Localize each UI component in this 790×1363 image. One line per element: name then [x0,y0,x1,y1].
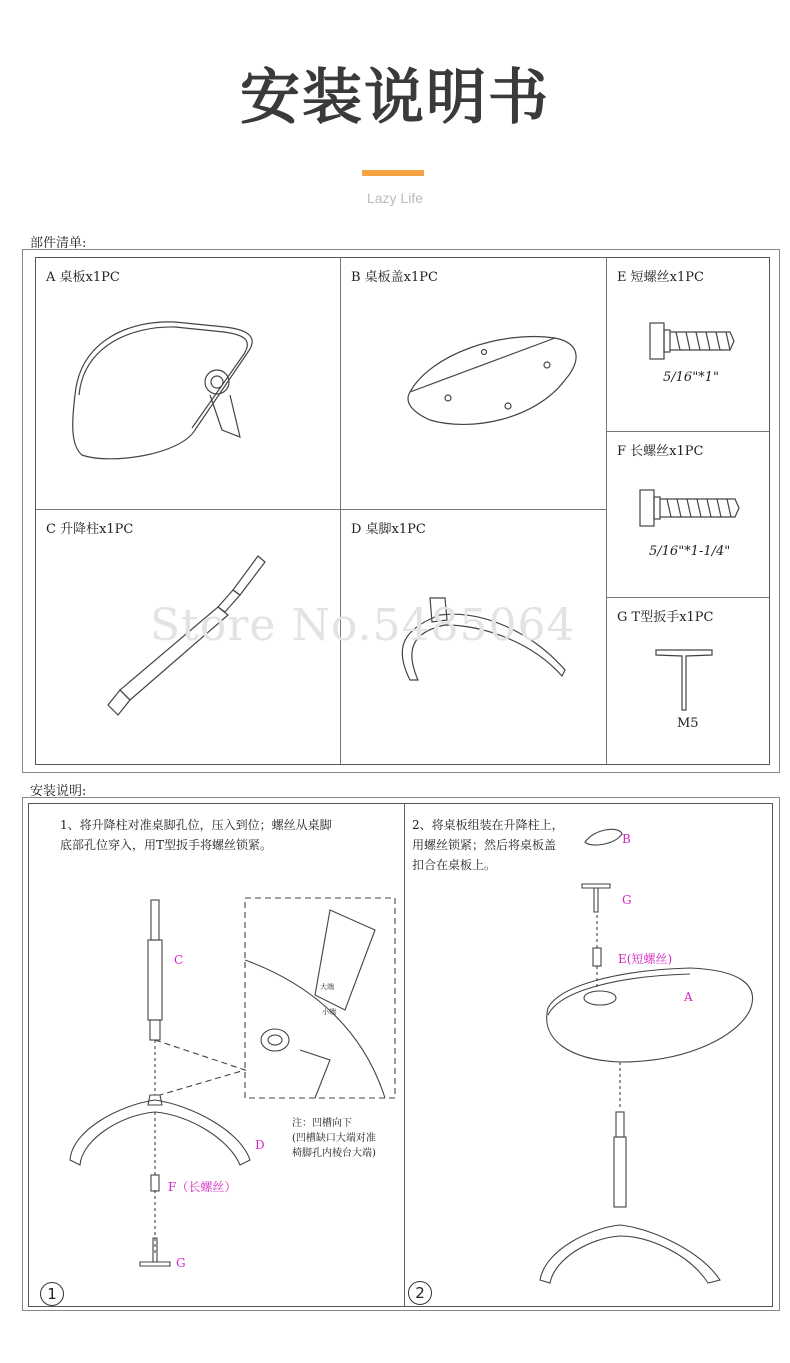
part-spec-f: 5/16"*1-1/4" [649,544,731,559]
step2-label-g: G [622,893,632,907]
step2-line2: 用螺丝锁紧；然后将桌板盖 [412,838,557,852]
part-spec-e: 5/16"*1" [663,370,719,385]
install-section-label: 安装说明: [30,784,87,799]
part-label-e: E 短螺丝x1PC [617,270,704,285]
step1-number: 1 [40,1282,64,1306]
note-line3: 椅脚孔内棱台大端) [292,1148,376,1159]
step2-label-e: E(短螺丝) [618,952,673,966]
step2-label-a: A [684,990,693,1004]
page-title: 安装说明书 [240,63,550,133]
step1-line1: 1、将升降柱对准桌脚孔位，压入到位；螺丝从桌脚 [60,818,332,832]
part-label-d: D 桌脚x1PC [351,522,426,537]
step1-line2: 底部孔位穿入，用T型扳手将螺丝锁紧。 [60,838,273,852]
step2-number: 2 [408,1281,432,1305]
step2-label-b: B [622,832,631,846]
note-line2: (凹槽缺口大端对准 [292,1133,376,1144]
step1-label-d: D [255,1138,265,1152]
step2-line1: 2、将桌板组装在升降柱上， [412,818,564,832]
part-spec-g: M5 [677,716,699,731]
part-label-a: A 桌板x1PC [46,270,120,285]
part-label-c: C 升降柱x1PC [46,522,134,537]
part-label-f: F 长螺丝x1PC [617,444,704,459]
store-watermark: Store No.5485064 [150,600,576,651]
step2-line3: 扣合在桌板上。 [412,858,497,872]
parts-section-label: 部件清单: [30,236,87,251]
detail-label-big: 大端 [320,983,334,991]
step1-label-f: F（长螺丝） [168,1180,237,1194]
brand-subtitle: Lazy Life [366,190,424,206]
part-label-b: B 桌板盖x1PC [351,270,438,285]
step1-label-c: C [174,953,184,967]
part-label-g: G T型扳手x1PC [617,610,714,625]
detail-label-small: 小端 [322,1008,336,1016]
step1-label-g: G [176,1256,186,1270]
note-line1: 注：凹槽向下 [292,1118,352,1129]
